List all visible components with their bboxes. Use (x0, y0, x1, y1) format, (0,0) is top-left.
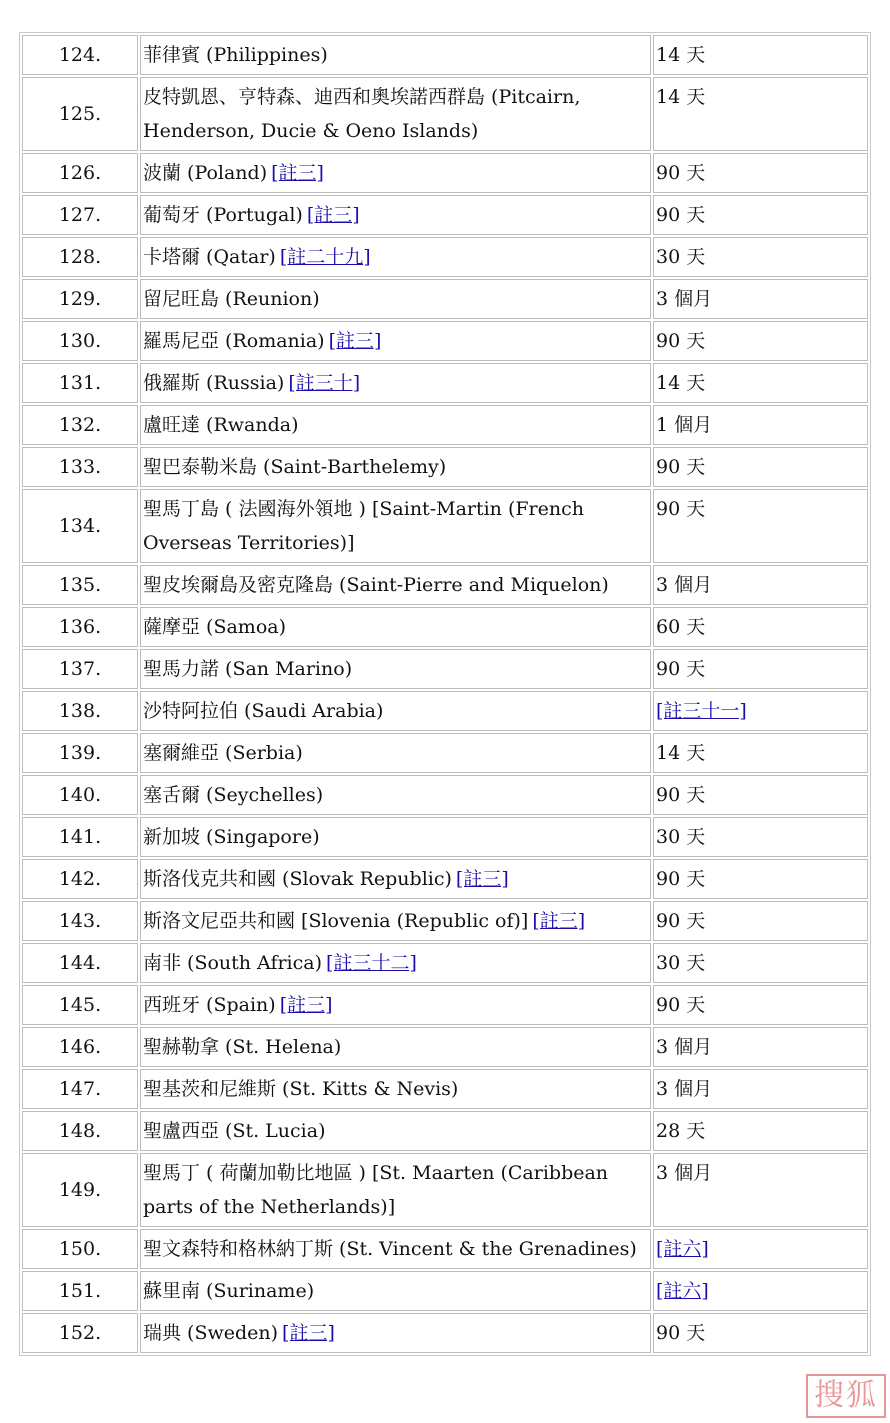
stay-period-cell (653, 607, 868, 647)
stay-period: 90 天 (656, 162, 706, 184)
stay-period: 28 天 (656, 1120, 706, 1142)
country-name: 南非 (South Africa) (143, 952, 323, 974)
country-name: 羅馬尼亞 (Romania) (143, 330, 325, 352)
table-row (22, 489, 868, 563)
row-number: 149. (22, 1153, 138, 1227)
stay-period-cell (653, 691, 868, 731)
table-row (22, 1027, 868, 1067)
stay-period: 90 天 (656, 456, 706, 478)
table-row (22, 859, 868, 899)
stay-period-cell (653, 901, 868, 941)
stay-period: 90 天 (656, 204, 706, 226)
country-cell (140, 1153, 651, 1227)
note-link[interactable]: [註三] (282, 1322, 335, 1344)
country-cell (140, 363, 651, 403)
stay-period-cell (653, 35, 868, 75)
stay-period-cell (653, 1027, 868, 1067)
row-number: 139. (22, 733, 138, 773)
row-number: 134. (22, 489, 138, 563)
stay-note-link[interactable]: [註六] (656, 1280, 709, 1302)
table-row (22, 321, 868, 361)
country-name: 俄羅斯 (Russia) (143, 372, 285, 394)
note-link[interactable]: [註三] (455, 868, 509, 890)
stay-period: 3 個月 (656, 288, 713, 310)
table-row (22, 1153, 868, 1227)
stay-period-cell (653, 1153, 868, 1227)
row-number: 125. (22, 77, 138, 151)
country-cell (140, 1229, 651, 1269)
visa-free-table (19, 32, 871, 1356)
row-number: 126. (22, 153, 138, 193)
row-number: 146. (22, 1027, 138, 1067)
country-cell (140, 733, 651, 773)
country-name: 蘇里南 (Suriname) (143, 1280, 315, 1302)
note-link[interactable]: [註三] (271, 162, 324, 184)
row-number: 147. (22, 1069, 138, 1109)
country-cell (140, 153, 651, 193)
country-cell (140, 237, 651, 277)
stay-period: 1 個月 (656, 414, 713, 436)
stay-period-cell (653, 1313, 868, 1353)
table-body (22, 35, 868, 1353)
table-row (22, 775, 868, 815)
stay-period: 14 天 (656, 742, 706, 764)
stay-note-link[interactable]: [註三十一] (656, 700, 747, 722)
table-row (22, 363, 868, 403)
country-name: 沙特阿拉伯 (Saudi Arabia) (143, 700, 384, 722)
table-row (22, 405, 868, 445)
stay-period-cell (653, 279, 868, 319)
country-name: 盧旺達 (Rwanda) (143, 414, 299, 436)
row-number: 151. (22, 1271, 138, 1311)
country-cell (140, 321, 651, 361)
country-name: 聖皮埃爾島及密克隆島 (Saint-Pierre and Miquelon) (143, 574, 609, 596)
stay-period-cell (653, 985, 868, 1025)
table-row (22, 1271, 868, 1311)
stay-period: 60 天 (656, 616, 706, 638)
stay-period: 30 天 (656, 952, 706, 974)
row-number: 128. (22, 237, 138, 277)
table-row (22, 237, 868, 277)
stay-period: 14 天 (656, 372, 706, 394)
country-name: 塞爾維亞 (Serbia) (143, 742, 303, 764)
stay-period-cell (653, 817, 868, 857)
note-link[interactable]: [註二十九] (279, 246, 371, 268)
table-row (22, 1069, 868, 1109)
stay-period: 3 個月 (656, 1036, 713, 1058)
row-number: 133. (22, 447, 138, 487)
stay-period-cell (653, 565, 868, 605)
note-link[interactable]: [註三] (279, 994, 333, 1016)
stay-period: 90 天 (656, 784, 706, 806)
stay-period-cell (653, 321, 868, 361)
table-row (22, 943, 868, 983)
country-name: 留尼旺島 (Reunion) (143, 288, 320, 310)
note-link[interactable]: [註三十二] (326, 952, 417, 974)
country-name: 塞舌爾 (Seychelles) (143, 784, 324, 806)
row-number: 132. (22, 405, 138, 445)
table-row (22, 1111, 868, 1151)
table-row (22, 195, 868, 235)
country-cell (140, 901, 651, 941)
row-number: 152. (22, 1313, 138, 1353)
stay-period: 90 天 (656, 1322, 706, 1344)
stay-period-cell (653, 733, 868, 773)
country-name: 聖基茨和尼維斯 (St. Kitts & Nevis) (143, 1078, 459, 1100)
row-number: 136. (22, 607, 138, 647)
stay-period-cell (653, 1069, 868, 1109)
country-name: 聖馬丁島 ( 法國海外領地 ) [Saint-Martin (French Overseas Territories)] (143, 498, 584, 554)
country-cell (140, 1027, 651, 1067)
table-row (22, 691, 868, 731)
stay-period-cell (653, 195, 868, 235)
stay-period-cell (653, 153, 868, 193)
table-row (22, 733, 868, 773)
table-row (22, 817, 868, 857)
note-link[interactable]: [註三] (328, 330, 382, 352)
table-row (22, 1313, 868, 1353)
stay-note-link[interactable]: [註六] (656, 1238, 709, 1260)
stay-period: 90 天 (656, 330, 706, 352)
stay-period-cell (653, 363, 868, 403)
table-row (22, 649, 868, 689)
row-number: 142. (22, 859, 138, 899)
country-name: 聖盧西亞 (St. Lucia) (143, 1120, 326, 1142)
country-name: 薩摩亞 (Samoa) (143, 616, 286, 638)
table-row (22, 447, 868, 487)
country-cell (140, 195, 651, 235)
country-name: 西班牙 (Spain) (143, 994, 276, 1016)
stay-period: 14 天 (656, 44, 706, 66)
row-number: 138. (22, 691, 138, 731)
table-row (22, 901, 868, 941)
stay-period: 90 天 (656, 868, 706, 890)
country-name: 皮特凱恩、亨特森、迪西和奧埃諾西群島 (Pitcairn, Henderson, Ducie & Oeno Islands) (143, 86, 581, 142)
country-name: 斯洛文尼亞共和國 [Slovenia (Republic of)] (143, 910, 529, 932)
stay-period-cell (653, 447, 868, 487)
stay-period: 90 天 (656, 994, 706, 1016)
stay-period: 30 天 (656, 826, 706, 848)
country-cell (140, 35, 651, 75)
stay-period-cell (653, 1229, 868, 1269)
country-cell (140, 447, 651, 487)
note-link[interactable]: [註三] (306, 204, 360, 226)
table-row (22, 153, 868, 193)
row-number: 129. (22, 279, 138, 319)
stay-period: 90 天 (656, 658, 706, 680)
country-cell (140, 649, 651, 689)
country-cell (140, 943, 651, 983)
country-cell (140, 1271, 651, 1311)
stay-period-cell (653, 1111, 868, 1151)
country-cell (140, 1313, 651, 1353)
country-cell (140, 775, 651, 815)
country-cell (140, 565, 651, 605)
country-cell (140, 817, 651, 857)
row-number: 141. (22, 817, 138, 857)
row-number: 150. (22, 1229, 138, 1269)
country-name: 聖馬力諾 (San Marino) (143, 658, 353, 680)
stay-period: 30 天 (656, 246, 706, 268)
country-name: 波蘭 (Poland) (143, 162, 268, 184)
table-row (22, 279, 868, 319)
table-row (22, 35, 868, 75)
stay-period-cell (653, 489, 868, 563)
stay-period-cell (653, 405, 868, 445)
country-cell (140, 77, 651, 151)
country-name: 聖文森特和格林納丁斯 (St. Vincent & the Grenadines) (143, 1238, 637, 1260)
row-number: 143. (22, 901, 138, 941)
stay-period-cell (653, 859, 868, 899)
country-name: 聖馬丁 ( 荷蘭加勒比地區 ) [St. Maarten (Caribbean parts of the Netherlands)] (143, 1162, 609, 1218)
country-cell (140, 1069, 651, 1109)
row-number: 137. (22, 649, 138, 689)
country-cell (140, 985, 651, 1025)
country-name: 瑞典 (Sweden) (143, 1322, 279, 1344)
row-number: 145. (22, 985, 138, 1025)
row-number: 135. (22, 565, 138, 605)
row-number: 130. (22, 321, 138, 361)
stay-period: 90 天 (656, 498, 706, 520)
row-number: 124. (22, 35, 138, 75)
country-name: 菲律賓 (Philippines) (143, 44, 328, 66)
country-name: 葡萄牙 (Portugal) (143, 204, 303, 226)
note-link[interactable]: [註三十] (288, 372, 361, 394)
country-name: 卡塔爾 (Qatar) (143, 246, 276, 268)
stay-period: 3 個月 (656, 1078, 713, 1100)
country-cell (140, 859, 651, 899)
row-number: 140. (22, 775, 138, 815)
country-cell (140, 489, 651, 563)
stay-period: 14 天 (656, 86, 706, 108)
row-number: 148. (22, 1111, 138, 1151)
stay-period: 3 個月 (656, 574, 713, 596)
country-name: 聖巴泰勒米島 (Saint-Barthelemy) (143, 456, 447, 478)
stay-period-cell (653, 943, 868, 983)
table-row (22, 1229, 868, 1269)
table-row (22, 985, 868, 1025)
row-number: 144. (22, 943, 138, 983)
country-name: 聖赫勒拿 (St. Helena) (143, 1036, 342, 1058)
country-cell (140, 405, 651, 445)
row-number: 127. (22, 195, 138, 235)
country-cell (140, 279, 651, 319)
stay-period-cell (653, 77, 868, 151)
country-cell (140, 691, 651, 731)
stay-period: 3 個月 (656, 1162, 713, 1184)
watermark-logo: 搜狐 (806, 1374, 886, 1418)
country-cell (140, 1111, 651, 1151)
stay-period-cell (653, 649, 868, 689)
stay-period-cell (653, 775, 868, 815)
table-row (22, 565, 868, 605)
table-row (22, 77, 868, 151)
table-row (22, 607, 868, 647)
stay-period-cell (653, 1271, 868, 1311)
country-cell (140, 607, 651, 647)
note-link[interactable]: [註三] (532, 910, 586, 932)
country-name: 斯洛伐克共和國 (Slovak Republic) (143, 868, 452, 890)
country-name: 新加坡 (Singapore) (143, 826, 320, 848)
stay-period: 90 天 (656, 910, 706, 932)
row-number: 131. (22, 363, 138, 403)
stay-period-cell (653, 237, 868, 277)
